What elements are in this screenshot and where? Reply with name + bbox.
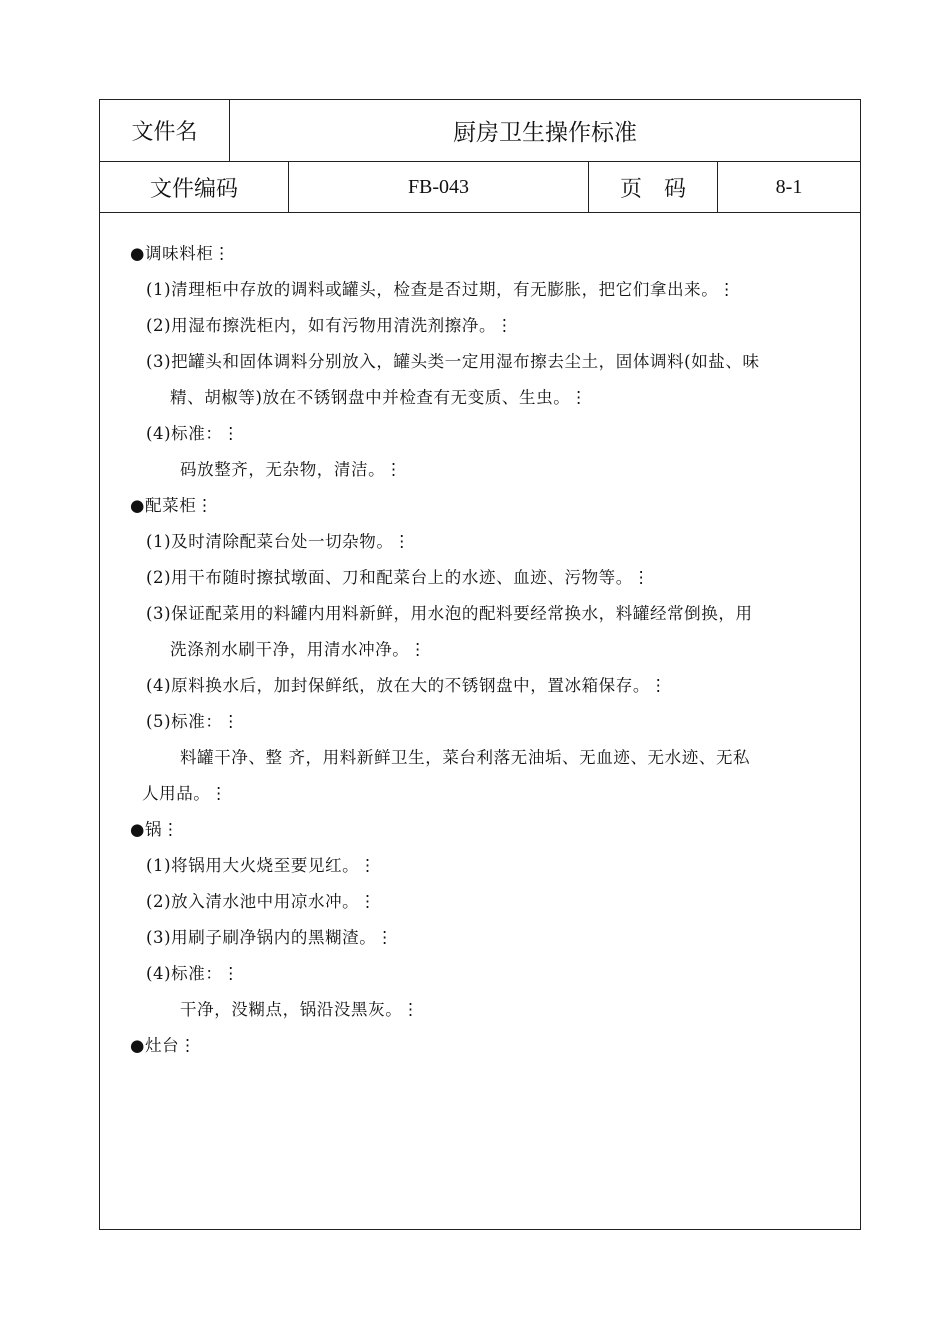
list-item: (2)用干布随时擦拭墩面、刀和配菜台上的水迹、血迹、污物等。⋮ [146, 568, 650, 587]
section-heading-prep-cabinet: ●配菜柜⋮ [130, 496, 214, 515]
file-code-label: 文件编码 [100, 162, 289, 212]
header-row-code [100, 162, 860, 213]
list-item: (3)用刷子刷净锅内的黑糊渣。⋮ [146, 928, 394, 947]
document-body [100, 213, 860, 1229]
standard-text: 码放整齐，无杂物，清洁。⋮ [180, 460, 403, 479]
list-item: (3)把罐头和固体调料分别放入，罐头类一定用湿布擦去尘土，固体调料(如盐、味 [146, 352, 760, 371]
list-item-continuation: 精、胡椒等)放在不锈钢盘中并检查有无变质、生虫。⋮ [170, 388, 588, 407]
standard-text-continuation: 人用品。⋮ [142, 784, 228, 803]
list-item-continuation: 洗涤剂水刷干净，用清水冲净。⋮ [170, 640, 427, 659]
list-item: (2)放入清水池中用凉水冲。⋮ [146, 892, 377, 911]
page-label: 页 码 [589, 162, 718, 212]
section-heading-stove: ●灶台⋮ [130, 1036, 197, 1055]
list-item: (2)用湿布擦洗柜内，如有污物用清洗剂擦净。⋮ [146, 316, 514, 335]
document-frame [99, 99, 861, 1230]
document-title: 厨房卫生操作标准 [453, 120, 637, 146]
header-row-title [100, 100, 860, 162]
standard-text: 料罐干净、整 齐，用料新鲜卫生，菜台利落无油垢、无血迹、无水迹、无私 [180, 748, 751, 767]
list-item: (5)标准：⋮ [146, 712, 240, 731]
list-item: (4)标准：⋮ [146, 424, 240, 443]
standard-text: 干净，没糊点，锅沿没黑灰。⋮ [180, 1000, 420, 1019]
list-item: (4)标准：⋮ [146, 964, 240, 983]
list-item: (4)原料换水后，加封保鲜纸，放在大的不锈钢盘中，置冰箱保存。⋮ [146, 676, 668, 695]
list-item: (3)保证配菜用的料罐内用料新鲜，用水泡的配料要经常换水，料罐经常倒换，用 [146, 604, 753, 623]
list-item: (1)清理柜中存放的调料或罐头，检查是否过期，有无膨胀，把它们拿出来。⋮ [146, 280, 736, 299]
list-item: (1)将锅用大火烧至要见红。⋮ [146, 856, 377, 875]
list-item: (1)及时清除配菜台处一切杂物。⋮ [146, 532, 411, 551]
file-code-value: FB-043 [289, 162, 589, 212]
section-heading-wok: ●锅⋮ [130, 820, 180, 839]
section-heading-seasoning-cabinet: ●调味料柜⋮ [130, 244, 231, 263]
page-number: 8-1 [775, 175, 803, 198]
file-name-label: 文件名 [100, 100, 230, 161]
